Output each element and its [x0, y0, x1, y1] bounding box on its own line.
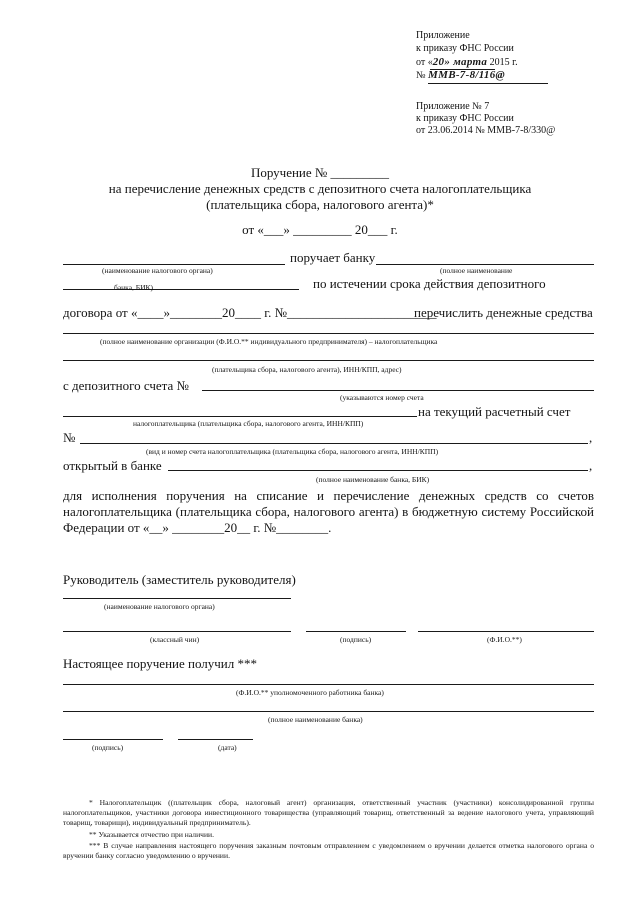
header-date-line: [416, 56, 518, 69]
cap-bank-employee: (Ф.И.О.** уполномоченного работника банка): [236, 688, 384, 697]
receiver-signature-line: [63, 739, 163, 740]
appendix7-date: от 23.06.2014 № ММВ-7-8/330@: [416, 125, 556, 136]
header-order-ref: к приказу ФНС России: [416, 43, 514, 54]
deposit-account-line: [202, 390, 594, 391]
to-current-account-text: на текущий расчетный счет: [418, 404, 571, 419]
instructs-bank-text: поручает банку: [290, 250, 376, 265]
cap-bank-bik: банка, БИК): [114, 283, 153, 292]
signature-line: [306, 631, 406, 632]
cap-account-no: (указываются номер счета: [340, 393, 424, 402]
cap-tax-authority: (наименование налогового органа): [102, 266, 213, 275]
received-title: Настоящее поручение получил ***: [63, 656, 258, 671]
comma-1: ,: [589, 430, 593, 445]
cap-full-name-bank: (полное наименование: [440, 266, 513, 275]
org-name-line: [63, 333, 594, 334]
cap-bank-full-name: (полное наименование банка): [268, 715, 363, 724]
footnote-2: ** Указывается отчество при наличии.: [89, 830, 214, 839]
header-date-year: 2015 г.: [489, 57, 518, 68]
document-date: от «___» _________ 20___ г.: [242, 222, 398, 237]
cap-bank-bik-2: (полное наименование банка, БИК): [316, 475, 430, 484]
footnote-1: * Налогоплательщик ((плательщик сбора, налоговый агент) организация, ответственный участник (участники) консолидированной группы налогоплательщиков, участники договора инвестиционного товарищества (управляющий товарищ, ответственный за ведение налогового учета, управляющий товарищ, товарищи), индивидуальный предприниматель).: [63, 798, 594, 827]
header-number-underline: [428, 83, 548, 84]
header-number-prefix: №: [416, 70, 426, 81]
bank-bik-line: [63, 289, 299, 290]
purpose-paragraph: для исполнения поручения на списание и перечисление денежных средств со счетов налогоплательщика (плательщика сбора, налогового агента) в бюджетную систему Российской Федерации от «__» ________20__ г. №________.: [63, 488, 594, 535]
opened-in-bank-text: открытый в банке: [63, 458, 162, 473]
header-date-handwritten: 20» марта: [432, 56, 488, 68]
cap-sign-2: (подпись): [92, 743, 124, 752]
cap-tax-authority-2: (наименование налогового органа): [104, 602, 215, 611]
receiver-date-line: [178, 739, 253, 740]
header-number-line: [416, 69, 505, 82]
cap-payer: (плательщика сбора, налогового агента), ИНН/КПП, адрес): [212, 365, 402, 374]
account-detail-line: [63, 416, 417, 417]
cap-fio: (Ф.И.О.**): [487, 635, 522, 644]
current-account-line: [80, 443, 588, 444]
document-subtitle-2: (плательщика сбора, налогового агента)*: [206, 197, 434, 212]
tax-authority-sign-line: [63, 598, 291, 599]
from-deposit-text: с депозитного счета №: [63, 378, 189, 393]
cap-taxpayer-inn: налогоплательщика (плательщика сбора, налогового агента, ИНН/КПП): [133, 419, 364, 428]
opened-bank-line: [168, 470, 588, 471]
header-appendix-label: Приложение: [416, 30, 470, 41]
footnote-3: *** В случае направления настоящего поручения заказным почтовым отправлением с уведомлением о вручении делается отметка налогового органа о вручении банку согласно уведомлению о вручении.: [63, 841, 594, 860]
header-date-prefix: от «: [416, 57, 433, 68]
num-sign: №: [63, 430, 76, 445]
cap-account-type: (вид и номер счета налогоплательщика (плательщика сбора, налогового агента, ИНН/КПП): [146, 447, 439, 456]
class-rank-line: [63, 631, 291, 632]
cap-class-rank: (классный чин): [150, 635, 200, 644]
cap-date: (дата): [218, 743, 237, 752]
fio-line: [418, 631, 594, 632]
bank-employee-line: [63, 684, 594, 685]
cap-signature: (подпись): [340, 635, 372, 644]
appendix7-order: к приказу ФНС России: [416, 113, 514, 124]
bank-full-name-line: [63, 711, 594, 712]
header-number-handwritten: ММВ-7-8/116@: [428, 69, 505, 81]
cap-org-full: (полное наименование организации (Ф.И.О.** индивидуального предпринимателя) – налогоплательщика: [100, 337, 438, 346]
tax-authority-line: [63, 264, 285, 265]
head-title: Руководитель (заместитель руководителя): [63, 572, 296, 587]
comma-2: ,: [589, 458, 593, 473]
contract-line-text: договора от «____»________20____ г. №_______________________: [63, 305, 437, 320]
payer-line: [63, 360, 594, 361]
upon-expiry-text: по истечении срока действия депозитного: [313, 276, 546, 291]
appendix7-label: Приложение № 7: [416, 101, 490, 112]
bank-name-line: [376, 264, 594, 265]
transfer-funds-text: перечислить денежные средства: [414, 305, 593, 320]
document-subtitle: на перечисление денежных средств с депозитного счета налогоплательщика: [108, 181, 532, 196]
document-title: Поручение № _________: [250, 165, 390, 180]
